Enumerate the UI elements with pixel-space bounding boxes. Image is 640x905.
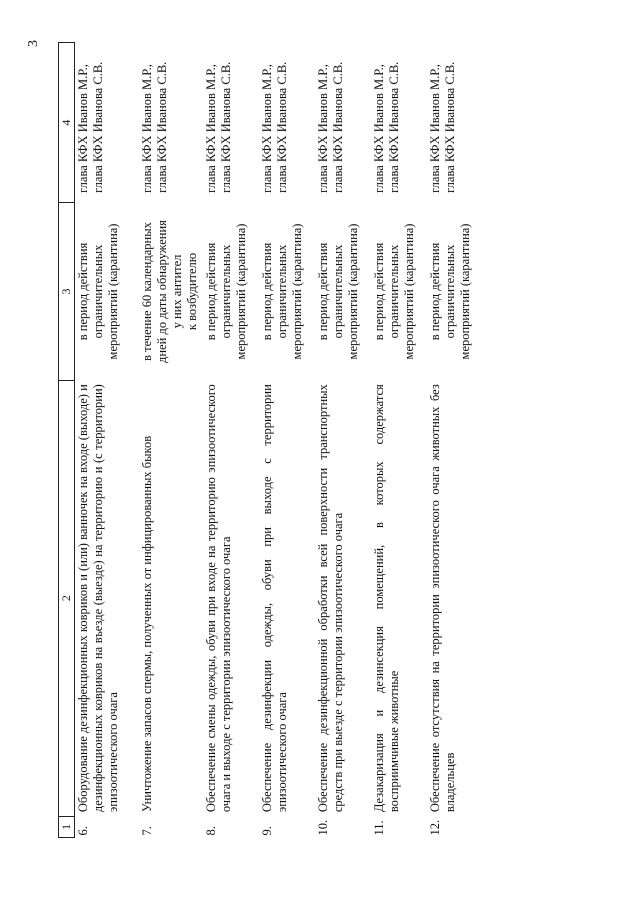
row-term-line: в период действия [315, 242, 330, 341]
row-action: Дезакаризация и дезинсекция помещений, в которых содержатся восприимчивые животные [371, 384, 401, 813]
row-term-line: ограничительных [91, 244, 105, 339]
page-number: 3 [26, 40, 41, 47]
measures-table [58, 42, 483, 838]
row-responsible-line: глава КФХ Иванов М.Р., [139, 64, 154, 193]
table-header-row [59, 43, 75, 838]
row-term-line: ограничительных [274, 244, 289, 339]
row-term-line: мероприятий (карантина) [106, 223, 120, 360]
row-term-line: ограничительных [386, 244, 401, 339]
row-responsible-line: глава КФХ Иванов М.Р., [76, 64, 90, 193]
row-term-line: мероприятий (карантина) [289, 223, 304, 360]
row-term-line: мероприятий (карантина) [457, 223, 472, 360]
row-term-line: в течение 60 календарных [139, 222, 154, 361]
row-responsible-line: глава КФХ Иванова С.В. [91, 61, 105, 193]
row-term-line: дней до даты обнаружения [154, 220, 169, 363]
row-term [315, 203, 371, 380]
row-responsible-line: глава КФХ Иванова С.В. [386, 61, 401, 193]
row-number: 11. [371, 820, 386, 836]
row-responsible [427, 43, 483, 203]
table-row [427, 43, 483, 838]
row-responsible [371, 43, 427, 203]
row-number: 7. [139, 826, 154, 836]
row-term-line: у них антител [169, 254, 184, 329]
table-row [75, 43, 139, 838]
row-responsible-line: глава КФХ Иванов М.Р., [203, 64, 218, 193]
row-responsible-line: глава КФХ Иванов М.Р., [427, 64, 442, 193]
row-responsible [203, 43, 259, 203]
header-col-3: 3 [59, 203, 75, 380]
row-term-line: ограничительных [330, 244, 345, 339]
row-action: Обеспечение смены одежды, обуви при входе на территорию эпизоотического очага и выходе с территории эпизоотического очага [203, 384, 233, 813]
row-term [139, 203, 203, 380]
row-term-line: мероприятий (карантина) [233, 223, 248, 360]
row-term-line: мероприятий (карантина) [345, 223, 360, 360]
row-responsible [75, 43, 139, 203]
row-term-line: ограничительных [218, 244, 233, 339]
table-row [371, 43, 427, 838]
row-responsible-line: глава КФХ Иванова С.В. [154, 61, 169, 193]
row-responsible [139, 43, 203, 203]
row-term [75, 203, 139, 380]
row-number: 10. [315, 819, 330, 836]
row-action: Обеспечение дезинфекционной обработки всей поверхности транспортных средств при выезде с территории эпизоотического очага [315, 384, 345, 813]
header-col-2: 2 [59, 380, 75, 816]
row-responsible-line: глава КФХ Иванова С.В. [442, 61, 457, 193]
row-term [427, 203, 483, 380]
row-number: 8. [203, 826, 218, 836]
row-term-line: в период действия [427, 242, 442, 341]
row-responsible-line: глава КФХ Иванов М.Р., [259, 64, 274, 193]
row-responsible-line: глава КФХ Иванов М.Р., [371, 64, 386, 193]
row-term-line: ограничительных [442, 244, 457, 339]
row-number: 9. [259, 826, 274, 836]
row-term [203, 203, 259, 380]
header-col-4: 4 [59, 43, 75, 203]
row-term [259, 203, 315, 380]
row-action: Обеспечение дезинфекции одежды, обуви при выходе с территории эпизоотического очага [259, 384, 289, 813]
row-term-line: в период действия [259, 242, 274, 341]
row-term-line: мероприятий (карантина) [401, 223, 416, 360]
table-row [203, 43, 259, 838]
row-term-line: к возбудителю [184, 252, 199, 331]
row-action: Уничтожение запасов спермы, полученных от инфицированных быков [139, 435, 154, 813]
table-row [139, 43, 203, 838]
row-responsible [259, 43, 315, 203]
row-term-line: в период действия [203, 242, 218, 341]
row-responsible [315, 43, 371, 203]
table-row [315, 43, 371, 838]
row-responsible-line: глава КФХ Иванова С.В. [330, 61, 345, 193]
row-number: 12. [427, 819, 442, 836]
row-number: 6. [76, 826, 90, 836]
header-col-1: 1 [59, 816, 75, 837]
table-row [259, 43, 315, 838]
row-term-line: в период действия [76, 242, 90, 341]
row-responsible-line: глава КФХ Иванов М.Р., [315, 64, 330, 193]
row-action: Обеспечение отсутствия на территории эпизоотического очага животных без владельцев [427, 384, 457, 813]
row-responsible-line: глава КФХ Иванова С.В. [218, 61, 233, 193]
row-term-line: в период действия [371, 242, 386, 341]
row-responsible-line: глава КФХ Иванова С.В. [274, 61, 289, 193]
row-term [371, 203, 427, 380]
row-action: Оборудование дезинфекционных ковриков и (или) ванночек на входе (выходе) и дезинфекционных ковриков на въезде (выезде) на территорию и (с территории) эпизоотического очага [76, 384, 120, 813]
